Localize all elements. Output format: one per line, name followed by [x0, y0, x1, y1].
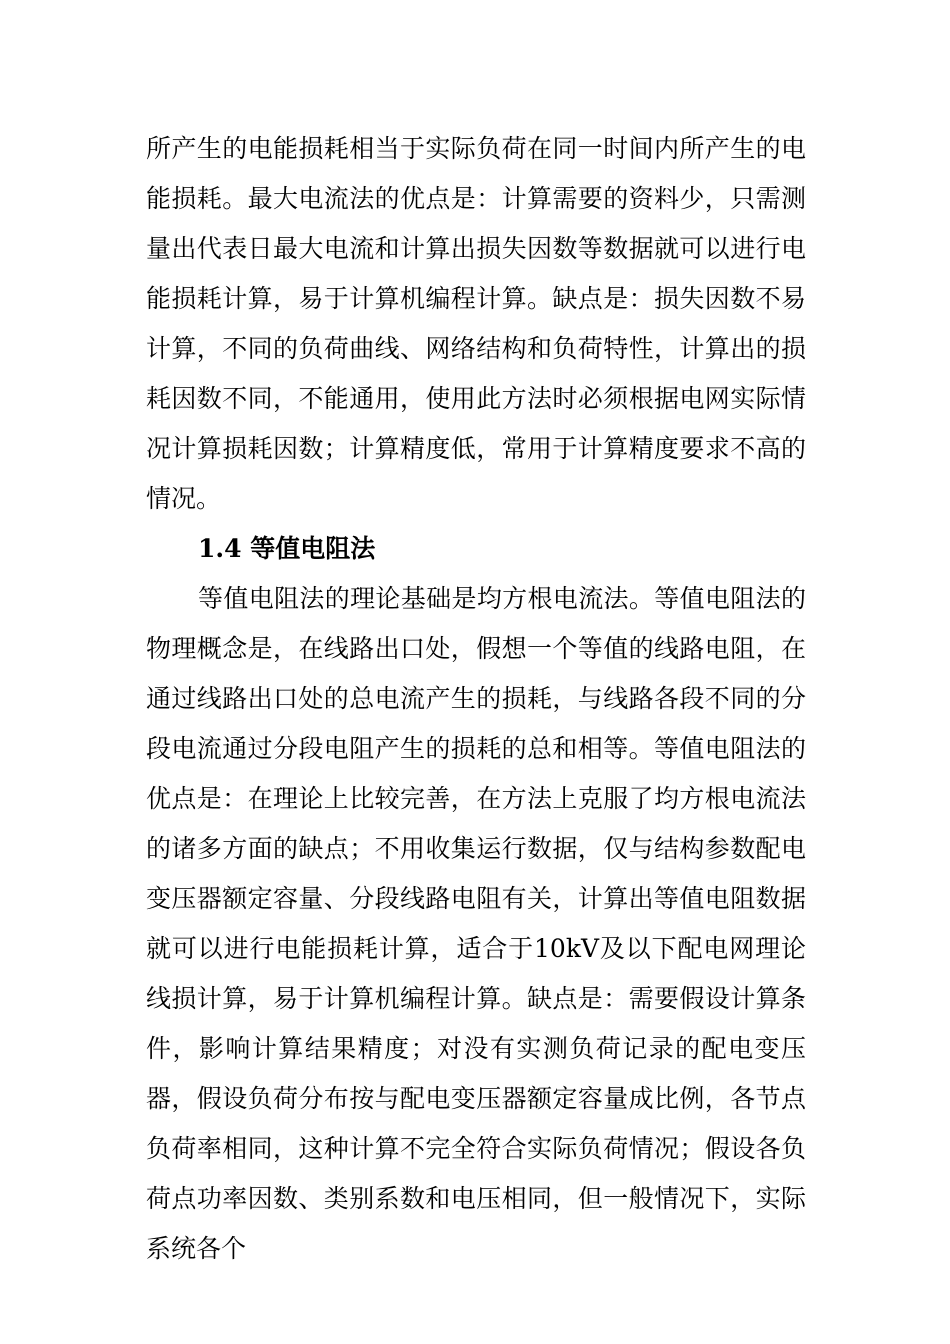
paragraph-equivalent-resistance-method: 等值电阻法的理论基础是均方根电流法。等值电阻法的物理概念是，在线路出口处，假想一个等值的线路电阻，在通过线路出口处的总电流产生的损耗，与线路各段不同的分段电流通过分段电阻产生的损耗的总和相等。等值电阻法的优点是：在理论上比较完善，在方法上克服了均方根电流法的诸多方面的缺点；不用收集运行数据，仅与结构参数配电变压器额定容量、分段线路电阻有关，计算出等值电阻数据就可以进行电能损耗计算，适合于10kV及以下配电网理论线损计算，易于计算机编程计算。缺点是：需要假设计算条件，影响计算结果精度；对没有实测负荷记录的配电变压器，假设负荷分布按与配电变压器额定容量成比例，各节点负荷率相同，这种计算不完全符合实际负荷情况；假设各负荷点功率因数、类别系数和电压相同，但一般情况下，实际系统各个: [146, 584, 806, 1263]
section-heading-equivalent-resistance: 1.4 等值电阻法: [198, 534, 376, 563]
document-page: [146, 124, 806, 1274]
paragraph-max-current-method: 所产生的电能损耗相当于实际负荷在同一时间内所产生的电能损耗。最大电流法的优点是：计算需要的资料少，只需测量出代表日最大电流和计算出损失因数等数据就可以进行电能损耗计算，易于计算机编程计算。缺点是：损失因数不易计算，不同的负荷曲线、网络结构和负荷特性，计算出的损耗因数不同，不能通用，使用此方法时必须根据电网实际情况计算损耗因数；计算精度低，常用于计算精度要求不高的情况。: [146, 134, 806, 513]
